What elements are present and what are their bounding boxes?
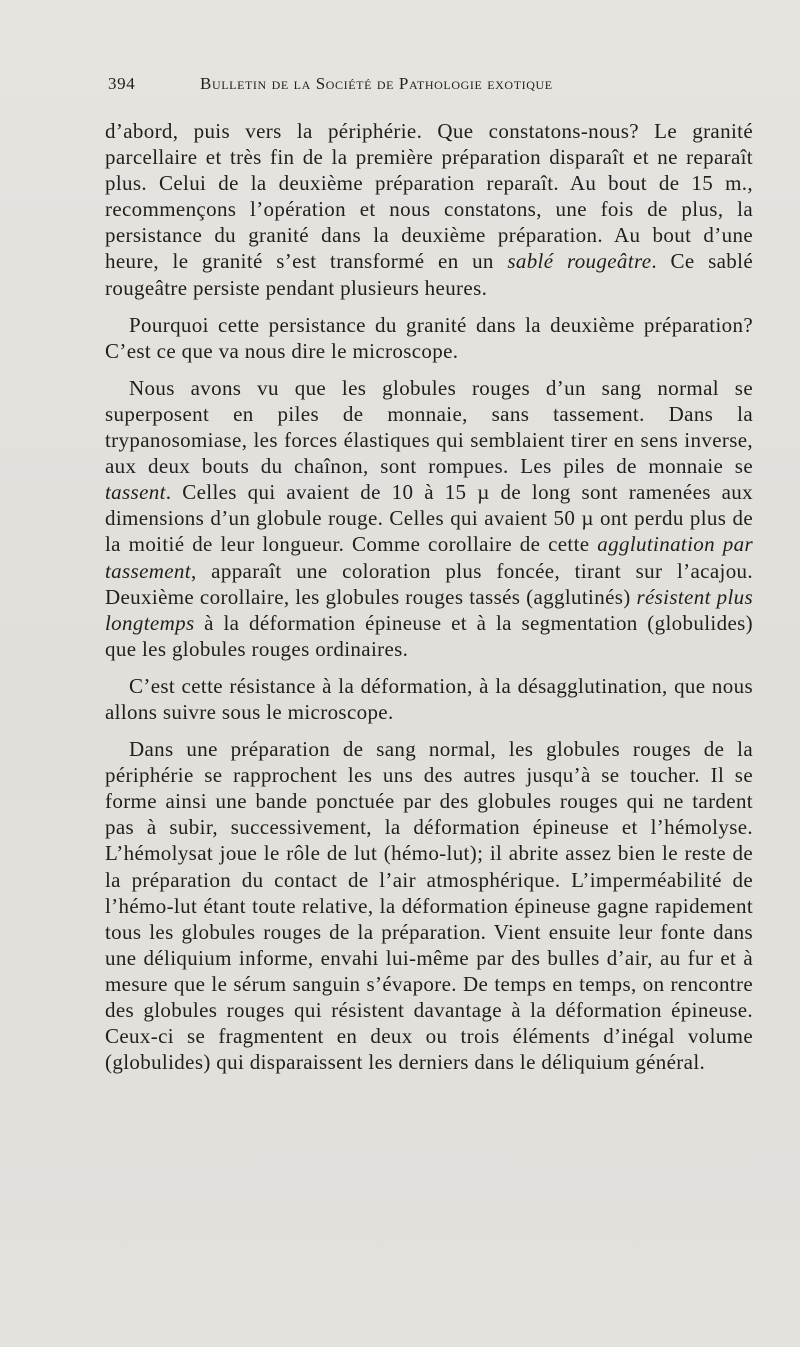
page-number: 394 — [108, 74, 136, 93]
text-segment: , apparaît une coloration plus foncée, tirant sur l’acajou. Deuxième corollaire, les globules rouges tassés (agglutinés) — [105, 558, 753, 609]
text-segment: . Ce sablé rougeâtre persiste pendant plusieurs heures. — [105, 249, 753, 300]
text-segment: . Celles qui avaient de 10 à 15 µ de long sont ramenées aux dimensions d’un globule rouge. Celles qui avaient 50 µ ont perdu plus de la moitié de leur longueur. Comme corollaire de cette — [105, 480, 753, 557]
italic-word-tassent: tassent — [105, 480, 166, 505]
italic-phrase-agglutination: agglutination par tassement — [105, 532, 753, 583]
paragraph-3 — [105, 375, 753, 662]
body-text — [105, 118, 753, 1075]
paragraph-2 — [105, 312, 753, 364]
text-segment: C’est cette résistance à la déformation, à la désagglutination, que nous allons suivre sous le microscope. — [105, 673, 753, 724]
paragraph-5 — [105, 736, 753, 1075]
italic-phrase-sable-rougeatre: sablé rougeâtre — [507, 249, 652, 274]
running-title: Bulletin de la Société de Pathologie exotique — [200, 74, 553, 93]
paragraph-4 — [105, 673, 753, 725]
text-segment: Dans une préparation de sang normal, les globules rouges de la périphérie se rapprochent les uns des autres jusqu’à se toucher. Il se forme ainsi une bande ponctuée par des globules rouges qui ne tardent pas à subir, successivement, la déformation épineuse et l’hémolyse. L’hémolysat joue le rôle de lut (hémo-lut); il abrite assez bien le reste de la préparation du contact de l’air atmosphérique. L’imperméabilité de l’hémo-lut étant toute relative, la déformation épineuse gagne rapidement tous les globules rouges de la préparation. Vient ensuite leur fonte dans une déliquium informe, envahi lui-même par des bulles d’air, au fur et à mesure que le sérum sanguin s’évapore. De temps en temps, on rencontre des globules rouges qui résistent davantage à la déformation épineuse. Ceux-ci se fragmentent en deux ou trois éléments d’inégal volume (globulides) qui disparaissent les derniers dans le déliquium général. — [105, 737, 753, 1075]
text-segment: d’abord, puis vers la périphérie. Que constatons-nous? Le granité parcellaire et très fin de la première préparation disparaît et ne reparaît plus. Celui de la deuxième préparation reparaît. Au bout de 15 m., recommençons l’opération et nous constatons, une fois de plus, la persistance du granité dans la deuxième préparation. Au bout d’une heure, le granité s’est transformé en un — [105, 119, 753, 274]
italic-phrase-resistent: résistent plus longtemps — [105, 584, 753, 635]
running-header — [108, 74, 660, 104]
text-segment: à la déformation épineuse et à la segmentation (globulides) que les globules rouges ordinaires. — [105, 610, 753, 661]
text-segment: Nous avons vu que les globules rouges d’un sang normal se superposent en piles de monnaie, sans tassement. Dans la trypanosomiase, les forces élastiques qui semblaient tirer en sens inverse, aux deux bouts du chaînon, sont rompues. Les piles de monnaie se — [105, 375, 753, 479]
text-segment: Pourquoi cette persistance du granité dans la deuxième préparation? C’est ce que va nous dire le microscope. — [105, 312, 753, 363]
paragraph-1 — [105, 118, 753, 301]
